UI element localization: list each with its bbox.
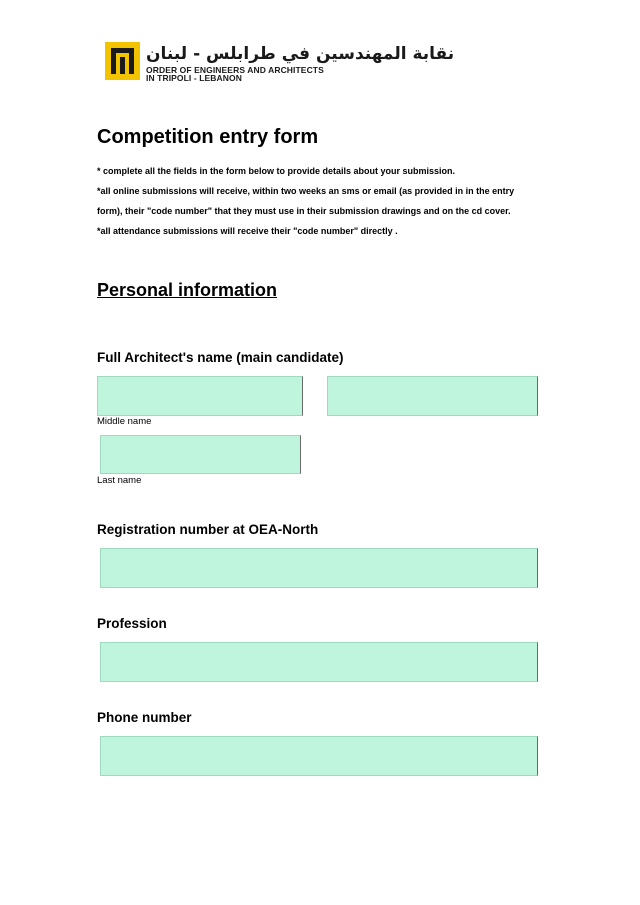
oea-logo-icon bbox=[105, 42, 140, 80]
name-right-input[interactable] bbox=[327, 376, 538, 416]
phone-input[interactable] bbox=[100, 736, 538, 776]
section-title: Personal information bbox=[97, 280, 278, 300]
note-line-2: *all online submissions will receive, within two weeks an sms or email (as provided in in the entry bbox=[97, 186, 515, 196]
logo-line-1: ORDER OF ENGINEERS AND ARCHITECTS bbox=[146, 65, 324, 75]
middle-name-label: Middle name bbox=[97, 416, 152, 427]
note-line-1: * complete all the fields in the form below to provide details about your submission. bbox=[97, 166, 456, 176]
profession-input[interactable] bbox=[100, 642, 538, 682]
phone-label: Phone number bbox=[97, 710, 192, 725]
logo-english-text bbox=[146, 66, 324, 82]
note-line-4: *all attendance submissions will receive their "code number" directly . bbox=[97, 226, 398, 236]
name-label: Full Architect's name (main candidate) bbox=[97, 350, 344, 365]
first-name-input[interactable] bbox=[97, 376, 303, 416]
last-name-input[interactable] bbox=[100, 435, 301, 474]
logo-arabic-text: نقابة المهندسين في طرابلس - لبنان bbox=[146, 44, 455, 64]
logo-line-2: IN TRIPOLI - LEBANON bbox=[146, 73, 242, 83]
last-name-label: Last name bbox=[97, 475, 142, 486]
profession-label: Profession bbox=[97, 616, 167, 631]
page-title: Competition entry form bbox=[97, 126, 319, 148]
registration-input[interactable] bbox=[100, 548, 538, 588]
note-line-3: form), their "code number" that they must use in their submission drawings and on the cd cover. bbox=[97, 206, 511, 216]
registration-label: Registration number at OEA-North bbox=[97, 522, 319, 537]
